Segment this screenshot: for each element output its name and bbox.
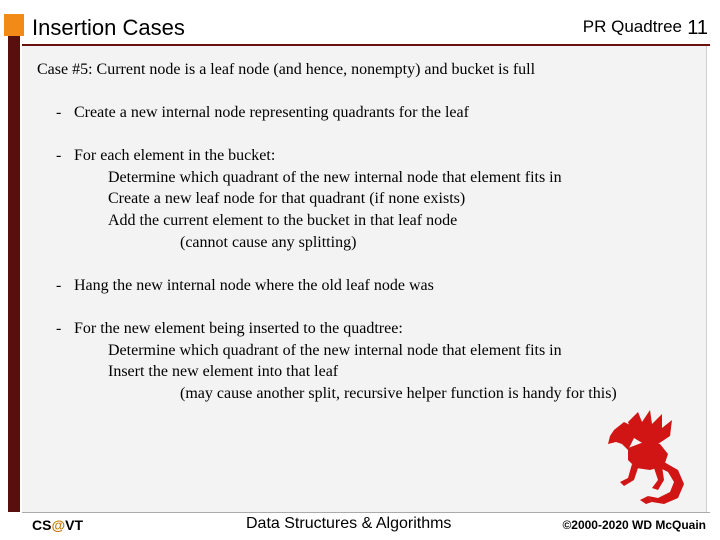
orange-accent-square — [4, 14, 24, 36]
footer-org-suffix: VT — [65, 517, 83, 533]
slide-number: 11 — [687, 17, 708, 39]
footer-course-name: Data Structures & Algorithms — [246, 515, 452, 532]
footer-copyright: ©2000-2020 WD McQuain — [562, 518, 706, 532]
bucket-step: Add the current element to the bucket in that leaf node — [108, 212, 458, 229]
bullet-create-internal-node: Create a new internal node representing quadrants for the leaf — [74, 104, 469, 121]
bullet-new-element: For the new element being inserted to the quadtree: — [74, 320, 403, 337]
bullet-each-element: For each element in the bucket: — [74, 147, 276, 164]
footer-org-prefix: CS — [32, 517, 52, 533]
footer-org — [32, 517, 83, 533]
bucket-step-note: (cannot cause any splitting) — [180, 234, 357, 251]
bucket-step: Determine which quadrant of the new internal node that element fits in — [108, 169, 562, 186]
bullet-dash: - — [56, 147, 62, 164]
left-maroon-bar — [8, 36, 20, 512]
bucket-step: Create a new leaf node for that quadrant (if none exists) — [108, 190, 466, 207]
bullet-dash: - — [56, 277, 62, 294]
insert-step-note: (may cause another split, recursive helper function is handy for this) — [180, 385, 617, 402]
bullet-dash: - — [56, 320, 62, 337]
insert-step: Insert the new element into that leaf — [108, 363, 339, 380]
slide-title: Insertion Cases — [32, 15, 185, 40]
case-heading: Case #5: Current node is a leaf node (and hence, nonempty) and bucket is full — [37, 61, 536, 78]
bullet-dash: - — [56, 104, 62, 121]
bullet-hang-internal-node: Hang the new internal node where the old leaf node was — [74, 277, 434, 294]
course-topic: PR Quadtree — [582, 17, 682, 36]
footer-divider — [22, 512, 710, 513]
footer-org-at: @ — [51, 517, 66, 533]
insert-step: Determine which quadrant of the new internal node that element fits in — [108, 342, 562, 359]
vt-dragon-icon — [598, 408, 690, 510]
